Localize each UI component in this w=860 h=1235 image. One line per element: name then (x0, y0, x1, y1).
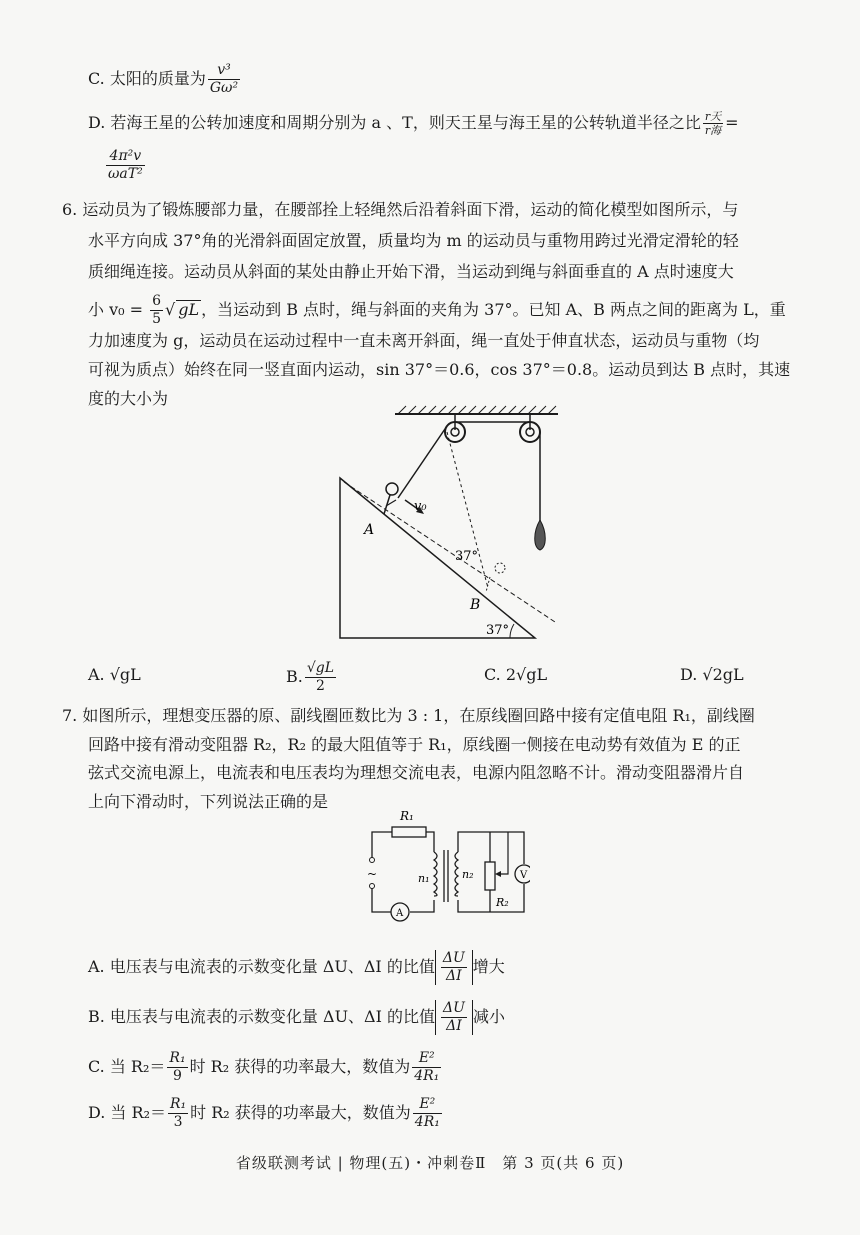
q6-option-b: B. $\frac{√gL}{2}$ (286, 660, 335, 694)
q6-line-3: 质细绳连接。运动员从斜面的某处由静止开始下滑，当运动到绳与斜面垂直的 A 点时速度大 (88, 262, 734, 281)
q7-circuit-figure (360, 808, 530, 930)
hanging-weight (535, 520, 546, 550)
ac-source: ~ (367, 867, 378, 881)
q6-v0-fraction: $\frac{6}{5}$ (152, 293, 162, 327)
svg-text:n₂: n₂ (462, 868, 474, 881)
q7-option-a: A. 电压表与电流表的示数变化量 ΔU、ΔI 的比值 $\frac{\Delta U}{\Delta I}$ 增大 (88, 950, 505, 984)
athlete-b (495, 563, 505, 573)
svg-text:A: A (396, 908, 404, 919)
svg-text:R₂: R₂ (496, 896, 509, 909)
page-footer: 省级联测考试 | 物理(五)・冲刺卷Ⅱ 第 3 页(共 6 页) (235, 1154, 625, 1172)
q7-option-d: D. 当 R₂＝ $\frac{\text{R₁}}{3}$ 时 R₂ 获得的功率最大，数值为 $\frac{\text{E²}}{\text{4R₁}}$ (88, 1096, 440, 1130)
q5-option-c: C. 太阳的质量为 $\frac{\text{v³}}{\text{Gω²}}$ (88, 62, 239, 96)
q7-line-2: 回路中接有滑动变阻器 R₂，R₂ 的最大阻值等于 R₁，原线圈一侧接在电动势有效值为 E 的正 (88, 735, 741, 754)
athlete-a (386, 483, 398, 495)
label-v0: v₀ (414, 499, 427, 514)
q6-line-7: 度的大小为 (88, 389, 169, 408)
q7-line-1: 7. 如图所示，理想变压器的原、副线圈匝数比为 3 : 1，在原线圈回路中接有定值电阻 R₁，副线圈 (62, 706, 755, 725)
q5-option-d: D. 若海王星的公转加速度和周期分别为 a 、T，则天王星与海王星的公转轨道半径之比 $\frac{\text{r天}}{\text{r海}}$ = (88, 110, 739, 137)
q6-line-6: 可视为质点）始终在同一竖直面内运动，sin 37°＝0.6，cos 37°＝0.8。运动员到达 B 点时，其速 (88, 360, 791, 379)
q7-option-b: B. 电压表与电流表的示数变化量 ΔU、ΔI 的比值 $\frac{\Delta U}{\Delta I}$ 减小 (88, 1000, 505, 1034)
q6-line-4: 小 v₀ = $\frac{6}{5}$ √ gL ，当运动到 B 点时，绳与斜面的夹角为 37°。已知 A、B 两点之间的距离为 L，重 (88, 293, 786, 327)
q5-d-answer-fraction: $\frac{\text{4π²v}}{\text{ωaT²}}$ (108, 148, 143, 182)
svg-text:R₁: R₁ (400, 809, 414, 823)
q7-line-4: 上向下滑动时，下列说法正确的是 (88, 792, 329, 811)
svg-text:n₁: n₁ (418, 872, 430, 885)
incline (340, 478, 535, 638)
resistor-r1 (392, 827, 426, 837)
q5-d-answer (104, 148, 147, 183)
q6-option-d: D. √2gL (680, 665, 744, 684)
q6-line-2: 水平方向成 37°角的光滑斜面固定放置，质量均为 m 的运动员与重物用跨过光滑定滑轮的轻 (88, 231, 739, 250)
q6-line-5: 力加速度为 g，运动员在运动过程中一直未离开斜面，绳一直处于伸直状态，运动员与重物（均 (88, 331, 760, 350)
q7-line-3: 弦式交流电源上，电流表和电压表均为理想交流电表，电源内阻忽略不计。滑动变阻器滑片自 (88, 763, 745, 782)
q6-option-a: A. √gL (88, 665, 141, 684)
q7-option-c: C. 当 R₂＝ $\frac{\text{R₁}}{9}$ 时 R₂ 获得的功率最大，数值为 $\frac{\text{E²}}{\text{4R₁}}$ (88, 1050, 440, 1084)
q6-incline-figure (330, 402, 570, 648)
rheostat-slider (495, 871, 501, 877)
label-b: B (470, 597, 481, 613)
q5-c-fraction: $\frac{\text{v³}}{\text{Gω²}}$ (209, 62, 239, 96)
svg-text:V: V (520, 870, 528, 881)
label-rope-angle: 37° (455, 549, 479, 564)
rheostat-r2 (485, 862, 495, 890)
label-base-angle: 37° (486, 623, 510, 638)
q6-option-c: C. 2√gL (484, 665, 548, 684)
q6-line-1: 6. 运动员为了锻炼腰部力量，在腰部拴上轻绳然后沿着斜面下滑，运动的简化模型如图所示，与 (62, 200, 739, 219)
label-a: A (364, 522, 375, 538)
q5-d-ratio: $\frac{\text{r天}}{\text{r海}}$ (704, 110, 722, 137)
